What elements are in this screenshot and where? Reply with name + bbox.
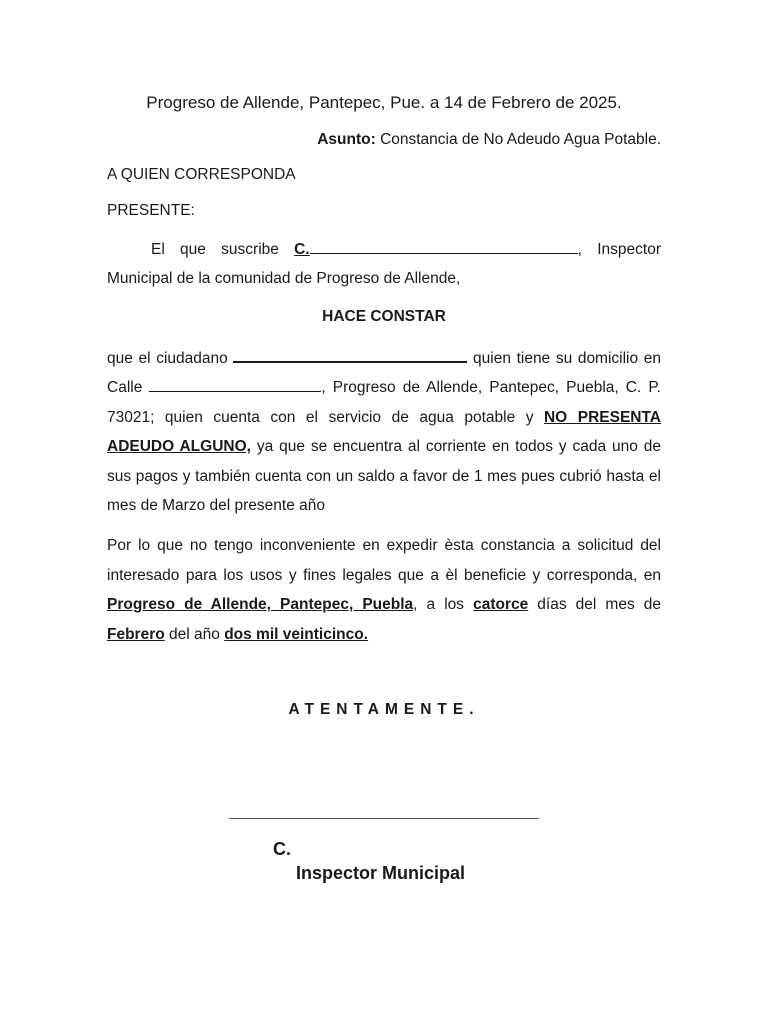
street-blank — [149, 377, 321, 392]
inspector-name-blank — [310, 239, 578, 254]
signature-c-label: C. — [273, 839, 291, 859]
citizen-name-blank — [233, 347, 467, 363]
signature-line — [229, 818, 539, 819]
body-text-2: quien tiene su domicilio en Calle — [107, 350, 661, 397]
hace-constar-heading: HACE CONSTAR — [322, 308, 446, 325]
subject-label: Asunto: — [317, 131, 376, 148]
date-line: Progreso de Allende, Pantepec, Pue. a 14 de Febrero de 2025. — [146, 93, 622, 112]
atentamente-heading: ATENTAMENTE. — [288, 701, 480, 718]
no-presenta-adeudo: NO PRESENTA ADEUDO ALGUNO, — [107, 408, 662, 456]
subject-line — [107, 130, 661, 150]
closing-year: dos mil veinticinco. — [224, 625, 369, 643]
closing-day: catorce — [473, 596, 529, 614]
intro-suffix: , Inspector Municipal de la comunidad de Progreso de Allende, — [107, 241, 662, 287]
body-text-3: , Progreso de Allende, Pantepec, Puebla, C. P. 73021; quien cuenta con el servicio de agua potable y — [107, 379, 661, 426]
salutation-recipient: A QUIEN CORRESPONDA — [107, 166, 296, 183]
closing-text-3: días del mes de — [528, 596, 662, 614]
intro-prefix: El que suscribe — [151, 241, 295, 258]
body-text-1: que el ciudadano — [107, 350, 234, 367]
closing-text-1: Por lo que no tengo inconveniente en expedir èsta constancia a solicitud del interesado para los usos y fines legales que a èl beneficie y corresponda, en — [107, 537, 661, 584]
subject-text: Constancia de No Adeudo Agua Potable. — [380, 131, 661, 148]
closing-text-4: del año — [164, 625, 225, 643]
signature-title: Inspector Municipal — [296, 863, 466, 883]
body-text-4: ya que se encuentra al corriente en todos y cada uno de sus pagos y también cuenta con un saldo a favor de 1 mes pues cubrió hasta el mes de Marzo del presente año — [107, 438, 661, 515]
closing-place: Progreso de Allende, Pantepec, Puebla — [107, 596, 414, 614]
body-paragraph — [107, 344, 661, 520]
closing-text-2: , a los — [413, 596, 474, 614]
closing-month: Febrero — [107, 625, 165, 643]
closing-paragraph — [107, 531, 661, 649]
salutation-presente: PRESENTE: — [107, 202, 195, 219]
intro-c-label: C. — [294, 241, 310, 258]
intro-paragraph — [107, 235, 661, 293]
